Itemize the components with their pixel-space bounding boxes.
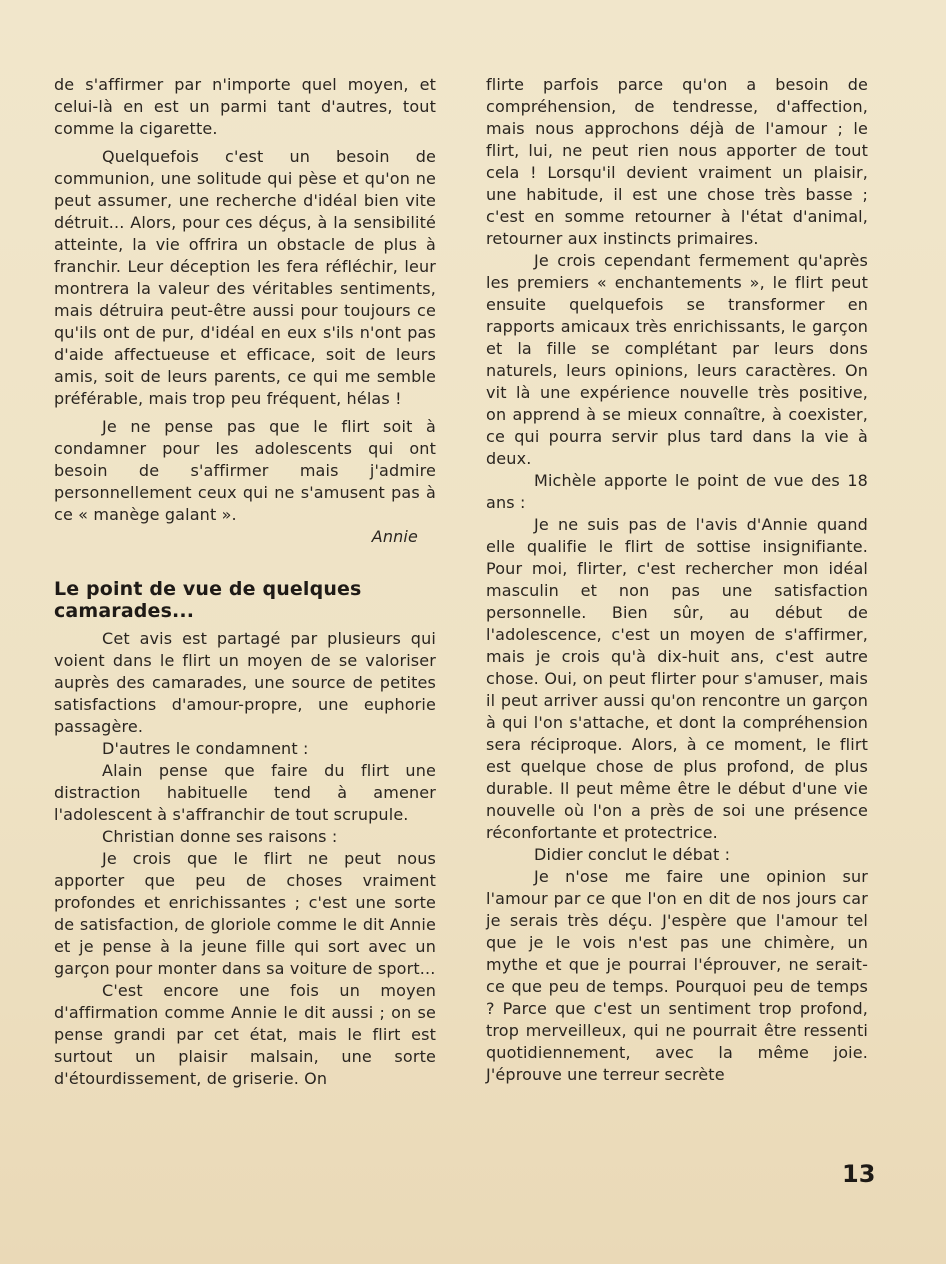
left-column xyxy=(54,74,436,1090)
quote-paragraph: Je ne suis pas de l'avis d'Annie quand elle qualifie le flirt de sottise insignifiante. Pour moi, flirter, c'est rechercher mon idéal masculin et non pas une satisfaction personnelle. Bien sûr, au début de l'adolescence, c'est un moyen de s'affirmer, mais je crois qu'à dix-huit ans, c'est autre chose. Oui, on peut flirter pour s'amuser, mais il peut arriver aussi qu'on rencontre un garçon à qui l'on s'attache, et dont la compréhension sera réciproque. Alors, à ce moment, le flirt est quelque chose de plus profond, de plus durable. Il peut même être le début d'une vie nouvelle où l'on a près de soi une présence réconfortante et protectrice. xyxy=(486,515,868,842)
paragraph: D'autres le condamnent : xyxy=(102,739,309,758)
quote-paragraph: C'est encore une fois un moyen d'affirmation comme Annie le dit aussi ; on se pense grandi par cet état, mais le flirt est surtout un plaisir malsain, une sorte d'étourdissement, de griserie. On xyxy=(54,981,436,1088)
quote-paragraph: Je crois cependant fermement qu'après les premiers « enchantements », le flirt peut ensuite quelquefois se transformer en rapports amicaux très enrichissants, le garçon et la fille se complétant par leurs dons naturels, leurs opinions, leurs caractères. On vit là une expérience nouvelle très positive, on apprend à se mieux connaître, à coexister, ce qui pourra servir plus tard dans la vie à deux. xyxy=(486,251,868,468)
paragraph: Didier conclut le débat : xyxy=(534,845,731,864)
quote-paragraph: flirte parfois parce qu'on a besoin de compréhension, de tendresse, d'affection, mais nous approchons déjà de l'amour ; le flirt, lui, ne peut rien nous apporter de tout cela ! Lorsqu'il devient vraiment un plaisir, une habitude, il est une chose très basse ; c'est en somme retourner à l'état d'animal, retourner aux instincts primaires. xyxy=(486,75,868,248)
paragraph: Michèle apporte le point de vue des 18 ans : xyxy=(486,471,868,512)
section-heading: Le point de vue de quelques camarades... xyxy=(54,578,362,622)
author-signature: Annie xyxy=(371,527,418,546)
page-number: 13 xyxy=(842,1160,876,1188)
paragraph: Christian donne ses raisons : xyxy=(102,827,338,846)
paragraph: Quelquefois c'est un besoin de communion, une solitude qui pèse et qu'on ne peut assumer, une recherche d'idéal bien vite détruit... Alors, pour ces déçus, à la sensibilité atteinte, la vie offrira un obstacle de plus à franchir. Leur déception les fera réfléchir, leur montrera la valeur des véritables sentiments, mais détruira peut-être aussi pour toujours ce qu'ils ont de pur, d'idéal en eux s'ils n'ont pas d'aide affectueuse et efficace, soit de leurs amis, soit de leurs parents, ce qui me semble préférable, mais trop peu fréquent, hélas ! xyxy=(54,147,436,408)
paragraph: Alain pense que faire du flirt une distraction habituelle tend à amener l'adolescent à s'affranchir de tout scrupule. xyxy=(54,761,436,824)
paragraph: Cet avis est partagé par plusieurs qui voient dans le flirt un moyen de se valoriser auprès des camarades, une source de petites satisfactions d'amour-propre, une euphorie passagère. xyxy=(54,629,436,736)
paragraph: Je ne pense pas que le flirt soit à condamner pour les adolescents qui ont besoin de s'affirmer mais j'admire personnellement ceux qui ne s'amusent pas à ce « manège galant ». xyxy=(54,417,436,524)
right-column xyxy=(486,74,868,1086)
quote-paragraph: Je n'ose me faire une opinion sur l'amour par ce que l'on en dit de nos jours car je serais très déçu. J'espère que l'amour tel que je le vois n'est pas une chimère, un mythe et que je pourrai l'éprouver, ne serait-ce que peu de temps. Pourquoi peu de temps ? Parce que c'est un sentiment trop profond, trop merveilleux, qui ne pourrait être ressenti quotidiennement, avec la même joie. J'éprouve une terreur secrète xyxy=(486,867,868,1084)
quote-paragraph: Je crois que le flirt ne peut nous apporter que peu de choses vraiment profondes et enrichissantes ; c'est une sorte de satisfaction, de gloriole comme le dit Annie et je pense à la jeune fille qui sort avec un garçon pour monter dans sa voiture de sport... xyxy=(54,849,436,978)
paragraph: de s'affirmer par n'importe quel moyen, et celui-là en est un parmi tant d'autres, tout comme la cigarette. xyxy=(54,75,436,138)
